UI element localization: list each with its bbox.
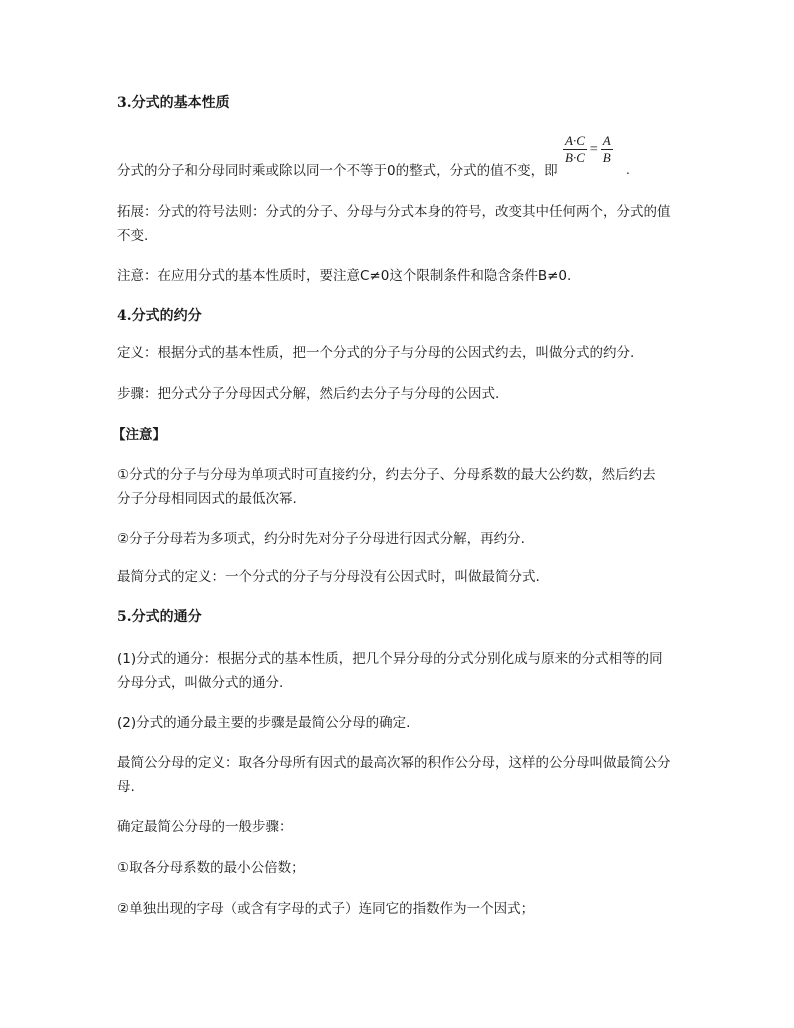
- lcd-step2: ②单独出现的字母（或含有字母的式子）连同它的指数作为一个因式；: [117, 901, 535, 917]
- lhs-denominator: B·C: [565, 150, 585, 165]
- rhs-numerator: A: [602, 133, 611, 148]
- section4-definition: 定义：根据分式的基本性质，把一个分式的分子与分母的公因式约去，叫做分式的约分.: [117, 345, 635, 361]
- section5-item1-line1: (1)分式的通分：根据分式的基本性质，把几个异分母的分式分别化成与原来的分式相等的同: [117, 651, 663, 667]
- property-text: 分式的分子和分母同时乘或除以同一个不等于0的整式，分式的值不变，即: [117, 163, 558, 179]
- lcd-definition-line1: 最简公分母的定义：取各分母所有因式的最高次幂的积作公分母，这样的公分母叫做最简公分: [117, 755, 671, 771]
- section3-heading: 3.分式的基本性质: [117, 95, 230, 111]
- simplest-fraction-definition: 最简分式的定义：一个分式的分子与分母没有公因式时，叫做最简分式.: [117, 569, 540, 585]
- section3-note: 注意：在应用分式的基本性质时，要注意C≠0这个限制条件和隐含条件B≠0.: [117, 268, 572, 284]
- section4-heading: 4.分式的约分: [117, 308, 202, 324]
- section4-note-title: 【注意】: [112, 427, 166, 443]
- rhs-denominator: B: [602, 150, 611, 165]
- formula-period: .: [626, 163, 630, 177]
- lhs-numerator: A·C: [565, 133, 585, 148]
- section4-note1-line2: 分子分母相同因式的最低次幂.: [117, 491, 297, 507]
- equals-sign: =: [589, 141, 598, 157]
- section4-note2: ②分子分母若为多项式，约分时先对分子分母进行因式分解，再约分.: [117, 531, 525, 547]
- section5-heading: 5.分式的通分: [117, 609, 202, 625]
- lcd-step1: ①取各分母系数的最小公倍数；: [117, 860, 305, 876]
- extension-line1: 拓展：分式的符号法则：分式的分子、分母与分式本身的符号，改变其中任何两个，分式的值: [117, 204, 671, 220]
- section5-item1-line2: 分母分式，叫做分式的通分.: [117, 675, 284, 691]
- extension-line2: 不变.: [117, 228, 149, 244]
- section4-steps: 步骤：把分式分子分母因式分解，然后约去分子与分母的公因式.: [117, 386, 500, 402]
- section4-note1-line1: ①分式的分子与分母为单项式时可直接约分，约去分子、分母系数的最大公约数，然后约去: [117, 467, 656, 483]
- lcd-definition-line2: 母.: [117, 779, 135, 795]
- lcd-steps-title: 确定最简公分母的一般步骤：: [117, 819, 293, 835]
- section5-item2: (2)分式的通分最主要的步骤是最简公分母的确定.: [117, 715, 411, 731]
